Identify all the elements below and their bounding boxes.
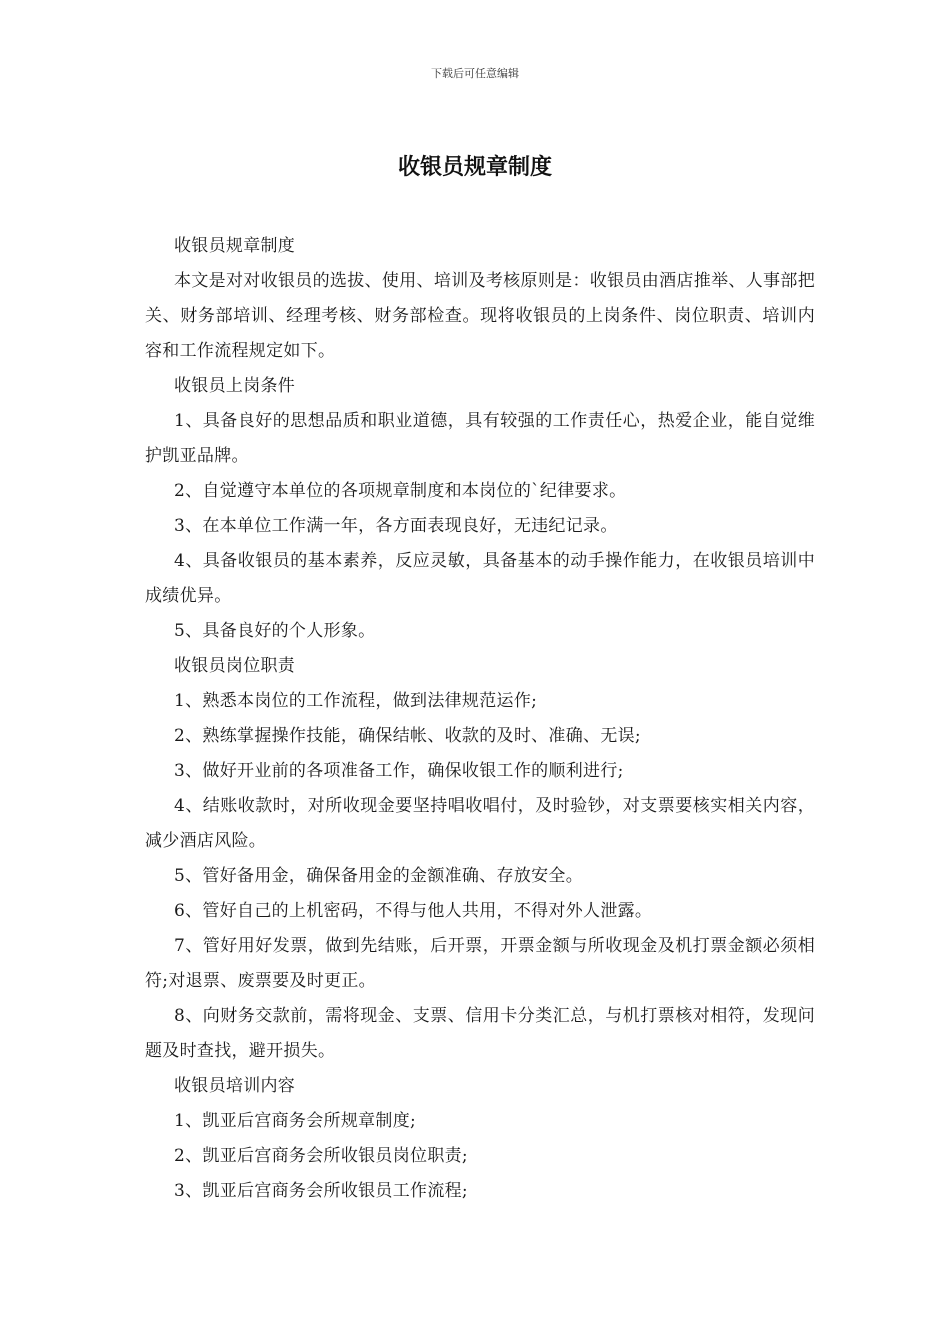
paragraph-list-item: 6、管好自己的上机密码，不得与他人共用，不得对外人泄露。 [174,901,653,921]
paragraph-section-heading: 收银员培训内容 [174,1076,296,1096]
paragraph-list-item: 1、具备良好的思想品质和职业道德，具有较强的工作责任心，热爱企业，能自觉维护凯亚品牌。 [145,411,815,466]
document-title: 收银员规章制度 [397,155,552,180]
page-header-note: 下载后可任意编辑 [431,67,519,80]
paragraph-list-item: 3、在本单位工作满一年，各方面表现良好，无违纪记录。 [174,516,618,536]
paragraph-list-item: 1、凯亚后宫商务会所规章制度; [174,1111,417,1131]
paragraph-list-item: 2、凯亚后宫商务会所收银员岗位职责; [174,1146,468,1166]
paragraph-list-item: 3、凯亚后宫商务会所收银员工作流程; [174,1181,468,1201]
paragraph-section-heading: 收银员岗位职责 [174,656,296,676]
paragraph-list-item: 4、结账收款时，对所收现金要坚持唱收唱付，及时验钞，对支票要核实相关内容，减少酒店风险。 [145,796,815,851]
paragraph-list-item: 4、具备收银员的基本素养，反应灵敏，具备基本的动手操作能力，在收银员培训中成绩优异。 [145,551,815,606]
paragraph-list-item: 2、熟练掌握操作技能，确保结帐、收款的及时、准确、无误; [174,726,641,746]
paragraph-list-item: 5、管好备用金，确保备用金的金额准确、存放安全。 [174,866,584,886]
paragraph-list-item: 8、向财务交款前，需将现金、支票、信用卡分类汇总，与机打票核对相符，发现问题及时查找，避开损失。 [145,1006,815,1061]
paragraph-section-heading: 收银员规章制度 [174,236,296,256]
paragraph-intro: 本文是对对收银员的选拔、使用、培训及考核原则是：收银员由酒店推举、人事部把关、财务部培训、经理考核、财务部检查。现将收银员的上岗条件、岗位职责、培训内容和工作流程规定如下。 [145,271,815,361]
paragraph-list-item: 3、做好开业前的各项准备工作，确保收银工作的顺利进行; [174,761,624,781]
paragraph-section-heading: 收银员上岗条件 [174,376,296,396]
paragraph-list-item: 7、管好用好发票，做到先结账，后开票，开票金额与所收现金及机打票金额必须相符;对退票、废票要及时更正。 [145,936,815,991]
paragraph-list-item: 5、具备良好的个人形象。 [174,621,376,641]
paragraph-list-item: 1、熟悉本岗位的工作流程，做到法律规范运作; [174,691,538,711]
document-body [145,229,815,1209]
paragraph-list-item: 2、自觉遵守本单位的各项规章制度和本岗位的`纪律要求。 [174,481,627,501]
